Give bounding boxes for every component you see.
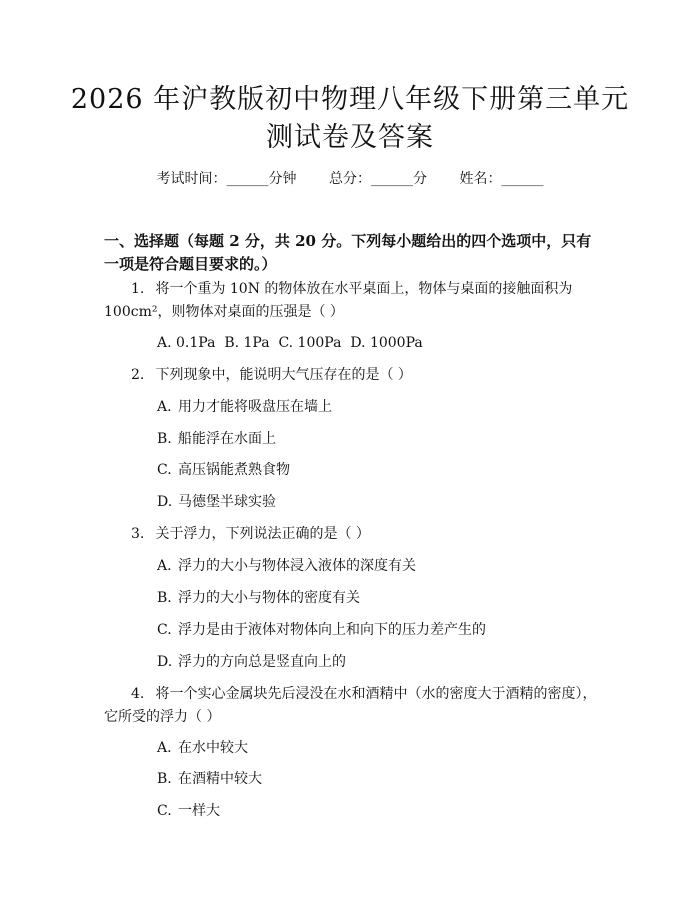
option-letter: B. (157, 771, 172, 787)
option-text: 用力才能将吸盘压在墙上 (178, 399, 332, 415)
question-1-options: A. 0.1Pa B. 1Pa C. 100Pa D. 1000Pa (157, 335, 423, 351)
option (157, 460, 290, 480)
question-number: 3. (131, 526, 145, 542)
section-title: 一、选择题（每题 2 分，共 20 分。下列每小题给出的四个选项中，只有一项是符合题目要求的。） (104, 232, 592, 273)
student-name: 姓名：______ (459, 171, 544, 187)
option (157, 556, 416, 576)
option-text: 高压锅能煮熟食物 (178, 462, 290, 478)
question-text: 将一个实心金属块先后浸没在水和酒精中（水的密度大于酒精的密度）， (155, 686, 597, 702)
option (157, 652, 346, 672)
question-4-cont (104, 706, 604, 729)
option-text: 一样大 (178, 803, 220, 819)
option-letter: C. (157, 622, 172, 638)
question-text: 关于浮力，下列说法正确的是（ ） (155, 526, 370, 542)
question-text: 将一个重为 10N 的物体放在水平桌面上，物体与桌面的接触面积为 (155, 281, 573, 297)
option-text: 浮力的方向总是竖直向上的 (178, 654, 346, 670)
question-2 (104, 364, 604, 387)
question-3 (104, 523, 604, 546)
option-text: 在酒精中较大 (178, 771, 262, 787)
option (157, 429, 276, 449)
option-letter: C. (157, 462, 172, 478)
question-text-cont: 它所受的浮力（ ） (104, 709, 221, 725)
option-letter: A. (157, 740, 172, 756)
option-letter: D. (157, 494, 173, 510)
question-number: 4. (131, 686, 145, 702)
option (157, 769, 262, 789)
option-letter: D. (157, 654, 173, 670)
option-text: 浮力是由于液体对物体向上和向下的压力差产生的 (178, 622, 486, 638)
option-letter: A. (157, 399, 172, 415)
question-4 (104, 683, 604, 706)
question-number: 2. (131, 367, 145, 383)
option (157, 620, 486, 640)
title-line-1: 2026 年沪教版初中物理八年级下册第三单元 (70, 84, 630, 115)
option-letter: A. (157, 558, 172, 574)
question-1 (104, 278, 604, 301)
option (157, 738, 248, 758)
option-letter: C. (157, 803, 172, 819)
option-text: 浮力的大小与物体浸入液体的深度有关 (178, 558, 416, 574)
option (157, 801, 220, 821)
option (157, 397, 332, 417)
question-number: 1. (131, 281, 145, 297)
option-text: 在水中较大 (178, 740, 248, 756)
option-letter: B. (157, 590, 172, 606)
exam-time: 考试时间：______分钟 (156, 171, 297, 187)
option-letter: B. (157, 431, 172, 447)
exam-meta (0, 168, 700, 188)
option (157, 492, 276, 512)
option (157, 588, 360, 608)
question-1-cont (104, 301, 604, 324)
option-text: 马德堡半球实验 (178, 494, 276, 510)
exam-score: 总分：______分 (329, 171, 427, 187)
option-text: 浮力的大小与物体的密度有关 (178, 590, 360, 606)
question-text: 下列现象中，能说明大气压存在的是（ ） (155, 367, 412, 383)
option-text: 船能浮在水面上 (178, 431, 276, 447)
question-text-cont: 100cm²，则物体对桌面的压强是（ ） (104, 304, 344, 320)
title-line-2: 测试卷及答案 (266, 122, 434, 153)
